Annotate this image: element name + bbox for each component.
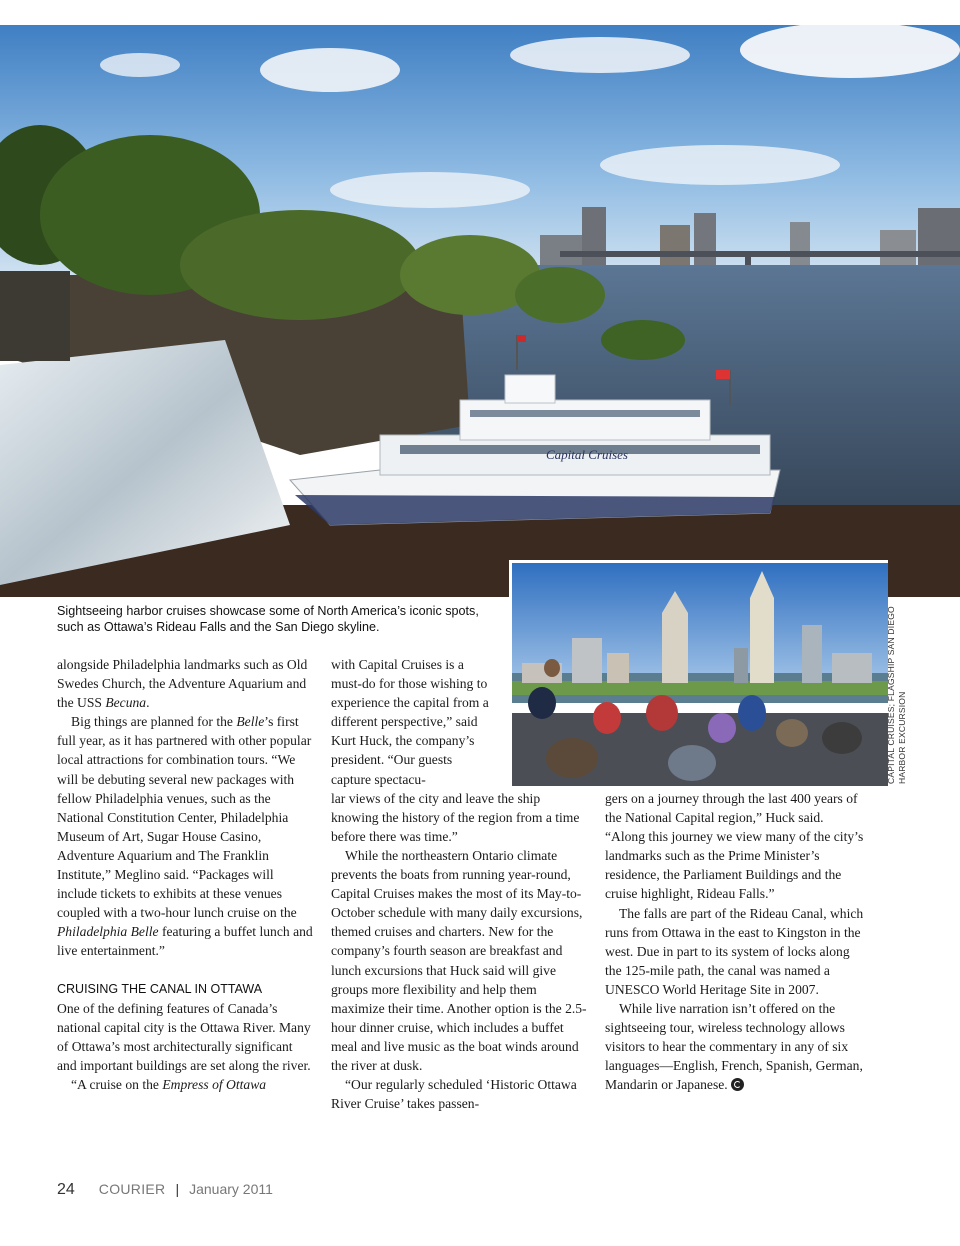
caption-line-2: such as Ottawa’s Rideau Falls and the San Diego skyline. <box>57 620 380 634</box>
article-column-3 <box>605 789 865 1095</box>
footer-separator: | <box>175 1181 180 1197</box>
paragraph: While live narration isn’t offered on the sightseeing tour, wireless technology allows visitors to hear the commentary in any of six languages—English, French, Spanish, German, Mandarin or Japanese. <box>605 1001 863 1093</box>
paragraph: alongside Philadelphia landmarks such as Old Swedes Church, the Adventure Aquarium and the USS Becuna. <box>57 657 308 711</box>
paragraph: lar views of the city and leave the ship knowing the history of the region from a time before there was time.” <box>331 790 580 844</box>
issue-date: January 2011 <box>189 1181 273 1197</box>
paragraph: While the northeastern Ontario climate prevents the boats from running year-round, Capital Cruises makes the most of its May-to-October schedule with many daily excursions, themed cruises and charters. New for the company’s fourth season are breakfast and lunch excursions that Huck said will give groups more flexibility and help them maximize their time. Another option is the 2.5-hour dinner cruise, which includes a buffet meal and live music as the boat winds around the river at dusk. <box>331 847 587 1073</box>
article-column-1 <box>57 655 315 1094</box>
end-mark-icon <box>731 1078 744 1091</box>
photo-caption <box>57 603 507 635</box>
magazine-name: COURIER <box>98 1181 166 1197</box>
paragraph: with Capital Cruises is a must-do for those wishing to experience the capital from a different perspective,” said Kurt Huck, the company’s president. “Our guests capture spectacu- <box>331 657 489 787</box>
paragraph: Big things are planned for the Belle’s first full year, as it has partnered with other popular local attractions for combination tours. “We will be debuting several new packages with fellow Philadelphia venues, such as the National Constitution Center, Philadelphia Museum of Art, Sugar House Casino, Adventure Aquarium and The Franklin Institute,” Meglino said. “Packages will include tickets to exhibits at these venues coupled with a two-hour lunch cruise on the Philadelphia Belle featuring a buffet lunch and live entertainment.” <box>57 714 313 959</box>
paragraph: “A cruise on the Empress of Ottawa <box>71 1076 267 1092</box>
photo-credit: CAPITAL CRUISES; FLAGSHIP SAN DIEGO HARBOR EXCURSION <box>886 606 907 784</box>
paragraph: “Our regularly scheduled ‘Historic Ottawa River Cruise’ takes passen- <box>331 1077 577 1112</box>
article-column-2 <box>331 655 587 1113</box>
page-footer <box>57 1181 273 1203</box>
caption-line-1: Sightseeing harbor cruises showcase some of North America’s iconic spots, <box>57 604 479 618</box>
page-number: 24 <box>57 1181 75 1198</box>
paragraph: The falls are part of the Rideau Canal, which runs from Ottawa in the east to Kingston in the west. Due in part to its system of locks along the 125-mile path, the canal was named a UNESCO World Heritage Site in 2007. <box>605 905 864 997</box>
paragraph: gers on a journey through the last 400 years of the National Capital region,” Huck said. “Along this journey we view many of the city’s landmarks such as the Prime Minister’s residence, the Parliament Buildings and the cruise highlight, Rideau Falls.” <box>605 791 864 902</box>
section-heading: CRUISING THE CANAL IN OTTAWA <box>57 981 263 996</box>
boat-lettering: Capital Cruises <box>546 447 628 462</box>
paragraph: One of the defining features of Canada’s national capital city is the Ottawa River. Many of Ottawa’s most architecturally significant and important buildings are set along the river. <box>57 1000 311 1073</box>
hero-photo-rideau-falls <box>0 25 960 597</box>
